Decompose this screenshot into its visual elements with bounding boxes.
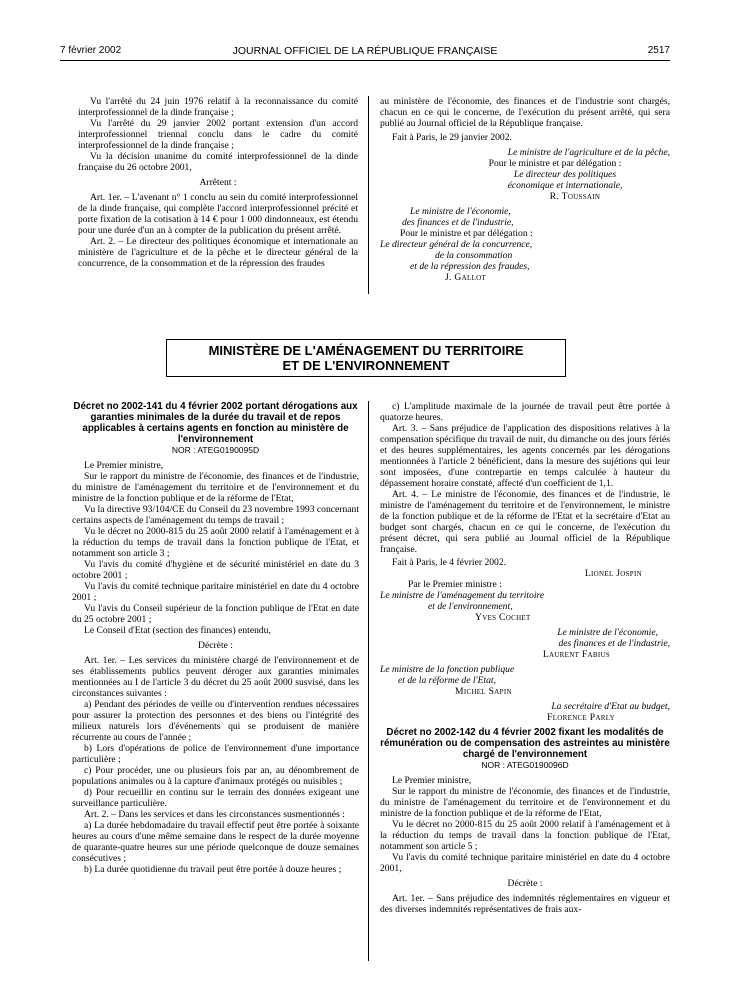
article-2: Art. 2. – Dans les services et dans les circonstances susmentionnés : <box>84 809 345 820</box>
decree-141-column <box>72 401 359 875</box>
paragraph: Vu le décret no 2000-815 du 25 août 2000 relatif à l'aménagement et à la réduction du temps de travail dans la fonction publique de l'Etat, notamment son article 5 ; <box>380 819 670 852</box>
article-1: Art. 1er. – Les services du ministère chargé de l'environnement et de ses établissements publics peuvent déroger aux garanties minimales mentionnées au I de l'article 3 du décret du 25 août 2000 susvisé, dans les circonstances suivantes : <box>72 655 359 699</box>
top-right-column <box>380 96 670 283</box>
signature-line: Pour le ministre et par délégation : <box>400 228 533 239</box>
paragraph: a) Pendant des périodes de veille ou d'intervention rendues nécessaires pour assurer la protection des personnes et des biens ou l'intégrité des milieux naturels lors d'événements qui se produisent de manière récurrente au cours de l'année ; <box>72 699 359 743</box>
column-divider <box>368 401 369 961</box>
signature-line: et de la répression des fraudes, <box>410 261 530 272</box>
top-left-column <box>78 96 358 269</box>
signature-line: de la consommation <box>435 250 513 261</box>
nor-reference: NOR : ATEG0190096D <box>481 760 569 770</box>
decree-title: Décret no 2002-141 du 4 février 2002 portant dérogations aux garanties minimales de la durée du travail et de repos applicables à certains agents en fonction au ministère de l'environnement <box>73 401 358 445</box>
done-at: Fait à Paris, le 4 février 2002. <box>392 557 507 568</box>
ministry-heading-box <box>166 339 566 377</box>
nor-reference: NOR : ATEG0190095D <box>171 445 260 455</box>
paragraph: c) L'amplitude maximale de la journée de travail peut être portée à quatorze heures. <box>380 401 670 423</box>
paragraph: Vu l'arrêté du 24 juin 1976 relatif à la reconnaissance du comité interprofessionnel de la dinde française ; <box>78 96 358 118</box>
paragraph: Sur le rapport du ministre de l'économie, des finances et de l'industrie, du ministre de l'aménagement du territoire et de l'environnement et du ministre de la fonction publique et de la réforme de l'Etat, <box>72 471 359 504</box>
article-3: Art. 3. – Sans préjudice de l'application des dispositions relatives à la compensation spécifique du travail de nuit, du dimanche ou des jours fériés et des heures supplémentaires, les agents concernés par les dérogations mentionnées à l'article 2 bénéficient, dans la mesure des sujétions qui leur sont imposées, d'une contrepartie en temps calculée à hauteur du dépassement horaire constaté, affecté d'un coefficient de 1,1. <box>380 423 670 489</box>
paragraph: Vu l'avis du comité technique paritaire ministériel en date du 4 octobre 2001, <box>380 852 670 874</box>
paragraph: au ministère de l'économie, des finances et de l'industrie sont chargés, chacun en ce qui le concerne, de l'exécution du présent arrêté, qui sera publié au Journal officiel de la République française. <box>380 96 670 129</box>
signature-name: Michel Sapin <box>455 686 512 697</box>
signature-line: Le ministre de l'économie, <box>410 206 511 217</box>
article-1: Art. 1er. – Sans préjudice des indemnités réglementaires en vigueur et des diverses indemnités représentatives de frais aux- <box>380 893 670 915</box>
paragraph: c) Pour procéder, une ou plusieurs fois par an, au dénombrement de populations animales ou à la capture d'animaux protégés ou nuisibles ; <box>72 765 359 787</box>
signature-name: Lionel Jospin <box>584 568 642 579</box>
signature-line: Par le Premier ministre : <box>408 579 502 590</box>
signature-name: J. Gallot <box>445 272 487 283</box>
signature-line: La secrétaire d'Etat au budget, <box>551 701 670 712</box>
signature-name: R. Toussain <box>549 191 601 202</box>
paragraph: Vu l'avis du comité d'hygiène et de sécurité ministériel en date du 3 octobre 2001 ; <box>72 559 359 581</box>
header-date: 7 février 2002 <box>60 45 122 56</box>
decrete: Décrète : <box>198 640 233 651</box>
arretent: Arrêtent : <box>199 177 237 188</box>
ministry-heading-line: MINISTÈRE DE L'AMÉNAGEMENT DU TERRITOIRE <box>208 343 524 358</box>
done-at: Fait à Paris, le 29 janvier 2002. <box>392 132 512 143</box>
signature-line: économique et internationale, <box>507 180 623 191</box>
header-rule <box>60 60 670 61</box>
paragraph: Vu le décret no 2000-815 du 25 août 2000 relatif à l'aménagement et à la réduction du temps de travail dans la fonction publique de l'Etat, et notamment son article 3 ; <box>72 526 359 559</box>
paragraph: Le Premier ministre, <box>392 775 472 786</box>
paragraph: b) La durée quotidienne du travail peut être portée à douze heures ; <box>84 864 342 875</box>
decree-141-right-column <box>380 401 670 915</box>
signature-line: Pour le ministre et par délégation : <box>488 158 622 169</box>
signature-line: Le directeur général de la concurrence, <box>380 239 533 250</box>
signature-line: des finances et de l'industrie, <box>402 217 514 228</box>
paragraph: Vu l'avis du comité technique paritaire ministériel en date du 4 octobre 2001 ; <box>72 581 359 603</box>
signature-name: Laurent Fabius <box>542 649 610 660</box>
paragraph: Vu la décision unanime du comité interprofessionnel de la dinde française du 26 octobre 2001, <box>78 151 358 173</box>
paragraph: Vu l'avis du Conseil supérieur de la fonction publique de l'Etat en date du 25 octobre 2001 ; <box>72 603 359 625</box>
paragraph: d) Pour recueillir en continu sur le terrain des données exigeant une surveillance particulière. <box>72 787 359 809</box>
paragraph: Vu l'arrêté du 29 janvier 2002 portant extension d'un accord interprofessionnel triennal conclu dans le cadre du comité interprofessionnel de la dinde française ; <box>78 118 358 151</box>
decree-title: Décret no 2002-142 du 4 février 2002 fixant les modalités de rémunération ou de compensation des astreintes au ministère chargé de l'environnement <box>380 727 670 760</box>
signature-name: Florence Parly <box>547 712 615 723</box>
signature-name: Yves Cochet <box>475 612 531 623</box>
paragraph: Sur le rapport du ministre de l'économie, des finances et de l'industrie, du ministre de l'aménagement du territoire et de l'environnement et du ministre de la fonction publique et de la réforme de l'Etat, <box>380 786 670 819</box>
article-1: Art. 1er. – L'avenant n° 1 conclu au sein du comité interprofessionnel de la dinde française, qui complète l'accord interprofessionnel précité et porte fixation de la cotisation à 14 € pour 1 000 dindonneaux, est étendu pour une durée d'un an à compter de la publication du présent arrêté. <box>78 192 358 236</box>
signature-line: Le ministre de la fonction publique <box>380 664 515 675</box>
signature-line: des finances et de l'industrie, <box>558 638 670 649</box>
paragraph: b) Lors d'opérations de police de l'environnement d'une importance particulière ; <box>72 743 359 765</box>
signature-line: Le ministre de l'économie, <box>557 627 658 638</box>
paragraph: Le Conseil d'Etat (section des finances) entendu, <box>84 625 271 636</box>
paragraph: a) La durée hebdomadaire du travail effectif peut être portée à soixante heures au cours d'une même semaine dans le respect de la durée moyenne de quarante-quatre heures sur une période quelconque de douze semaines consécutives ; <box>72 820 359 864</box>
column-divider <box>368 96 369 294</box>
signature-line: et de l'environnement, <box>428 601 513 612</box>
signature-title: Le ministre de l'agriculture et de la pêche, <box>507 147 670 158</box>
paragraph: Vu la directive 93/104/CE du Conseil du 23 novembre 1993 concernant certains aspects de l'aménagement du temps de travail ; <box>72 504 359 526</box>
page-header <box>60 45 670 59</box>
paragraph: Le Premier ministre, <box>84 460 164 471</box>
journal-title: JOURNAL OFFICIEL DE LA RÉPUBLIQUE FRANÇAISE <box>232 45 498 57</box>
signature-line: Le directeur des politiques <box>513 169 617 180</box>
article-4: Art. 4. – Le ministre de l'économie, des finances et de l'industrie, le ministre de l'aménagement du territoire et de l'environnement, le ministre de la fonction publique et de la réforme de l'Etat et la secrétaire d'Etat au budget sont chargés, chacun en ce qui le concerne, de l'exécution du présent décret, qui sera publié au Journal officiel de la République française. <box>380 489 670 555</box>
ministry-heading-line: ET DE L'ENVIRONNEMENT <box>282 358 450 373</box>
signature-line: et de la réforme de l'Etat, <box>398 675 496 686</box>
article-2: Art. 2. – Le directeur des politiques économique et internationale au ministère de l'agriculture et de la pêche et le directeur général de la concurrence, de la consommation et de la répression des fraudes <box>78 236 358 269</box>
page-number: 2517 <box>647 45 670 56</box>
decrete: Décrète : <box>507 878 543 889</box>
signature-line: Le ministre de l'aménagement du territoire <box>380 590 545 601</box>
